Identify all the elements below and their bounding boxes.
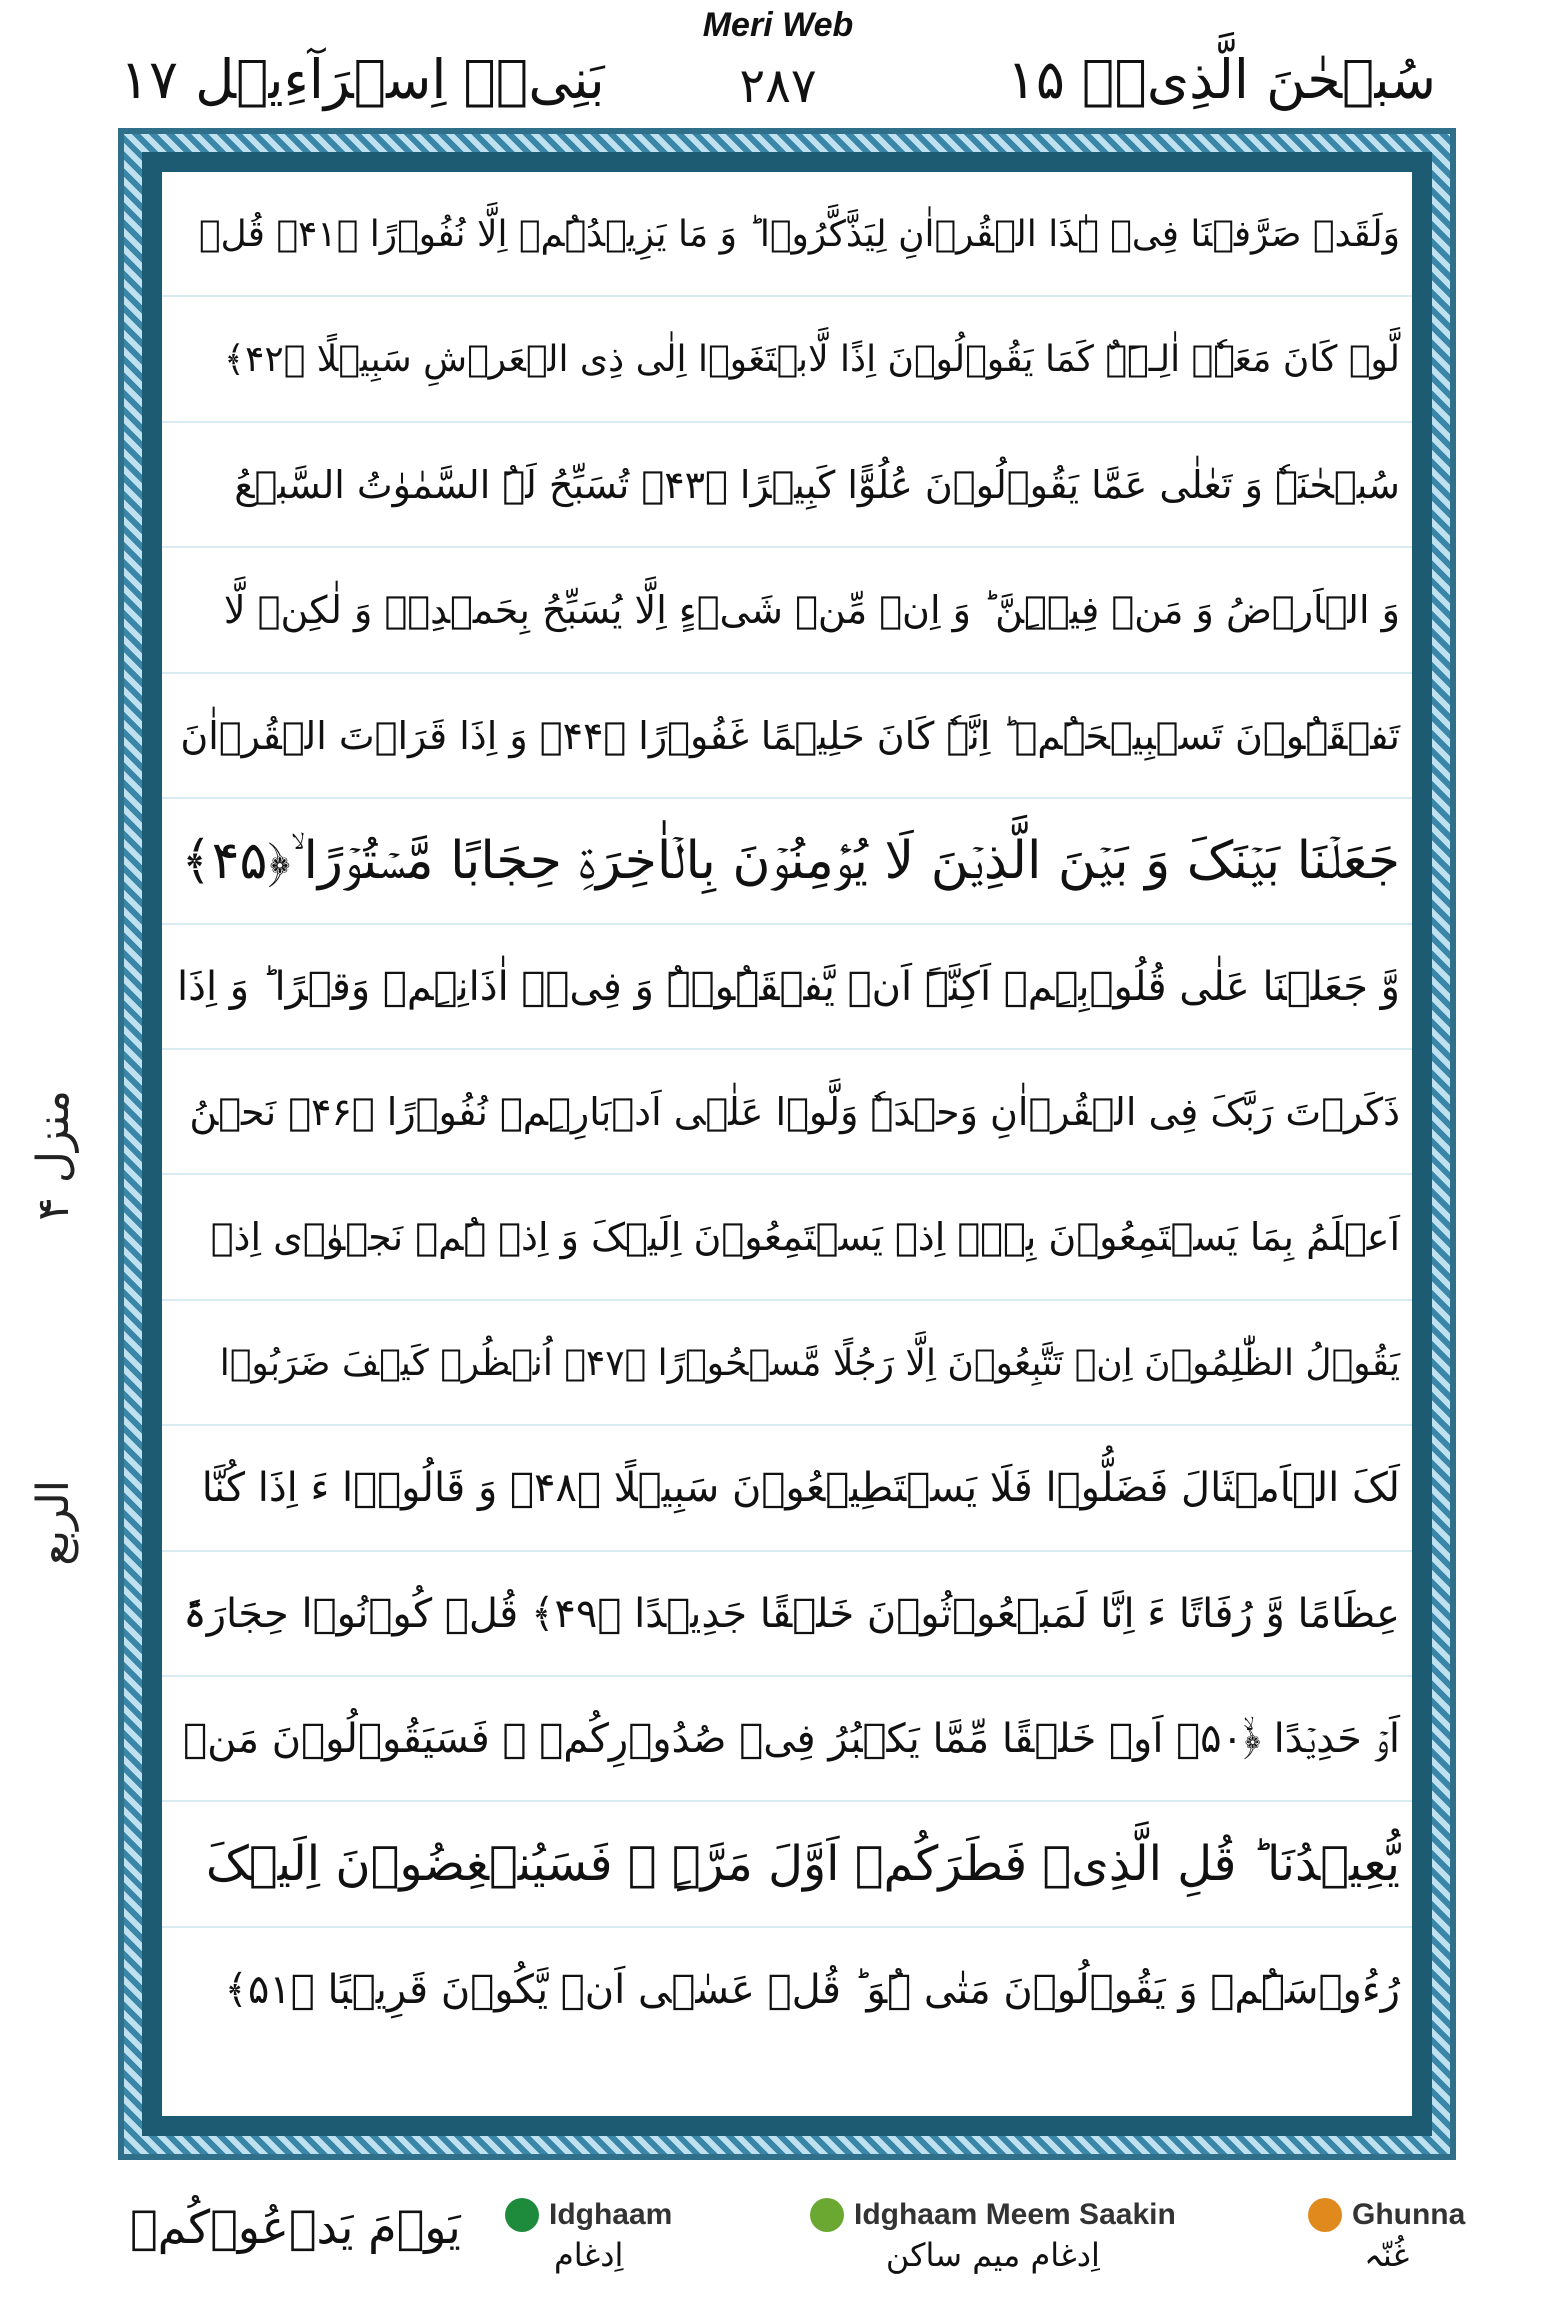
- verse-line: وَّ جَعَلۡنَا عَلٰی قُلُوۡبِہِمۡ اَکِنَّۃً اَنۡ یَّفۡقَہُوۡہُ وَ فِیۡۤ اٰذَانِہِمۡ وَقۡرًا ؕ وَ اِذَا: [162, 925, 1412, 1050]
- legend-label-ur: اِدغام میم ساکن: [885, 2236, 1100, 2274]
- legend-idghaam: [505, 2198, 672, 2274]
- header-page-number: ۲۸۷: [739, 58, 817, 114]
- legend-idghaam-meem-saakin: [810, 2198, 1176, 2274]
- verse-line: عِظَامًا وَّ رُفَاتًا ءَ اِنَّا لَمَبۡعُوۡثُوۡنَ خَلۡقًا جَدِیۡدًا ﴿۴۹﴾ قُلۡ کُوۡنُوۡا حِجَارَۃً: [162, 1552, 1412, 1677]
- legend-label-en: Ghunna: [1352, 2198, 1466, 2231]
- site-title: Meri Web: [702, 6, 854, 44]
- verse-line: اَعۡلَمُ بِمَا یَسۡتَمِعُوۡنَ بِہٖۤ اِذۡ یَسۡتَمِعُوۡنَ اِلَیۡکَ وَ اِذۡ ہُمۡ نَجۡوٰۤی اِذۡ: [162, 1175, 1412, 1300]
- verse-line: یَقُوۡلُ الظّٰلِمُوۡنَ اِنۡ تَتَّبِعُوۡنَ اِلَّا رَجُلًا مَّسۡحُوۡرًا ﴿۴۷﴾ اُنۡظُرۡ کَیۡفَ ضَرَبُوۡا: [162, 1301, 1412, 1426]
- header-surah-name: بَنِیۡۤ اِسۡرَآءِیۡل ۱۷: [120, 48, 605, 111]
- verse-line: جَعَلۡنَا بَیۡنَکَ وَ بَیۡنَ الَّذِیۡنَ لَا یُؤۡمِنُوۡنَ بِالۡاٰخِرَۃِ حِجَابًا مَّسۡتُوۡرًا ۙ﴿۴۵﴾: [162, 799, 1412, 924]
- page-frame: [118, 128, 1456, 2160]
- idghaam-meem-saakin-color-dot: [810, 2198, 844, 2232]
- header-juz-name: سُبۡحٰنَ الَّذِیۡۤ ۱۵: [1006, 48, 1436, 111]
- verse-line: تَفۡقَہُوۡنَ تَسۡبِیۡحَہُمۡ ؕ اِنَّہٗ کَانَ حَلِیۡمًا غَفُوۡرًا ﴿۴۴﴾ وَ اِذَا قَرَاۡتَ الۡقُرۡاٰنَ: [162, 674, 1412, 799]
- catchword: یَوۡمَ یَدۡعُوۡکُمۡ: [130, 2200, 461, 2254]
- idghaam-color-dot: [505, 2198, 539, 2232]
- ghunna-color-dot: [1308, 2198, 1342, 2232]
- legend-label-en: Idghaam: [549, 2198, 673, 2231]
- legend-label-ur: اِدغام: [553, 2236, 624, 2274]
- verse-line: وَ الۡاَرۡضُ وَ مَنۡ فِیۡہِنَّ ؕ وَ اِنۡ مِّنۡ شَیۡءٍ اِلَّا یُسَبِّحُ بِحَمۡدِہٖ وَ لٰکِنۡ لَّا: [162, 548, 1412, 673]
- verse-line: لَّوۡ کَانَ مَعَہٗۤ اٰلِـہَۃٌ کَمَا یَقُوۡلُوۡنَ اِذًا لَّابۡتَغَوۡا اِلٰی ذِی الۡعَرۡشِ سَبِیۡلًا ﴿۴۲﴾: [162, 297, 1412, 422]
- page-footer: [0, 2186, 1556, 2296]
- verse-text-area: [162, 172, 1412, 2116]
- legend-label-en: Idghaam Meem Saakin: [854, 2198, 1176, 2231]
- verse-line: اَوۡ حَدِیۡدًا ﴿ۙ۵۰﴾ اَوۡ خَلۡقًا مِّمَّا یَکۡبُرُ فِیۡ صُدُوۡرِکُمۡ ۚ فَسَیَقُوۡلُوۡنَ مَنۡ: [162, 1677, 1412, 1802]
- manzil-margin-label: منزل ۴: [28, 1090, 79, 1221]
- verse-line: رُءُوۡسَہُمۡ وَ یَقُوۡلُوۡنَ مَتٰی ہُوَ ؕ قُلۡ عَسٰۤی اَنۡ یَّکُوۡنَ قَرِیۡبًا ﴿۵۱﴾: [224, 1966, 1400, 2013]
- verse-line: لَکَ الۡاَمۡثَالَ فَضَلُّوۡا فَلَا یَسۡتَطِیۡعُوۡنَ سَبِیۡلًا ﴿۴۸﴾ وَ قَالُوۡۤا ءَ اِذَا کُنَّا: [162, 1426, 1412, 1551]
- legend-ghunna: [1308, 2198, 1465, 2274]
- verse-line: وَلَقَدۡ صَرَّفۡنَا فِیۡ ہٰذَا الۡقُرۡاٰنِ لِیَذَّکَّرُوۡا ؕ وَ مَا یَزِیۡدُہُمۡ اِلَّا نُفُوۡرًا ﴿۴۱﴾ قُلۡ: [162, 172, 1412, 297]
- legend-label-ur: غُنّہ: [1364, 2236, 1410, 2274]
- rub-margin-label: الربع: [28, 1480, 79, 1566]
- verse-line: ذَکَرۡتَ رَبَّکَ فِی الۡقُرۡاٰنِ وَحۡدَہٗ وَلَّوۡا عَلٰۤی اَدۡبَارِہِمۡ نُفُوۡرًا ﴿۴۶﴾ نَحۡنُ: [162, 1050, 1412, 1175]
- verse-line: یُّعِیۡدُنَا ؕ قُلِ الَّذِیۡ فَطَرَکُمۡ اَوَّلَ مَرَّۃٍ ۚ فَسَیُنۡغِضُوۡنَ اِلَیۡکَ: [162, 1802, 1412, 1927]
- verse-line: سُبۡحٰنَہٗ وَ تَعٰلٰی عَمَّا یَقُوۡلُوۡنَ عُلُوًّا کَبِیۡرًا ﴿۴۳﴾ تُسَبِّحُ لَہُ السَّمٰوٰتُ السَّبۡعُ: [162, 423, 1412, 548]
